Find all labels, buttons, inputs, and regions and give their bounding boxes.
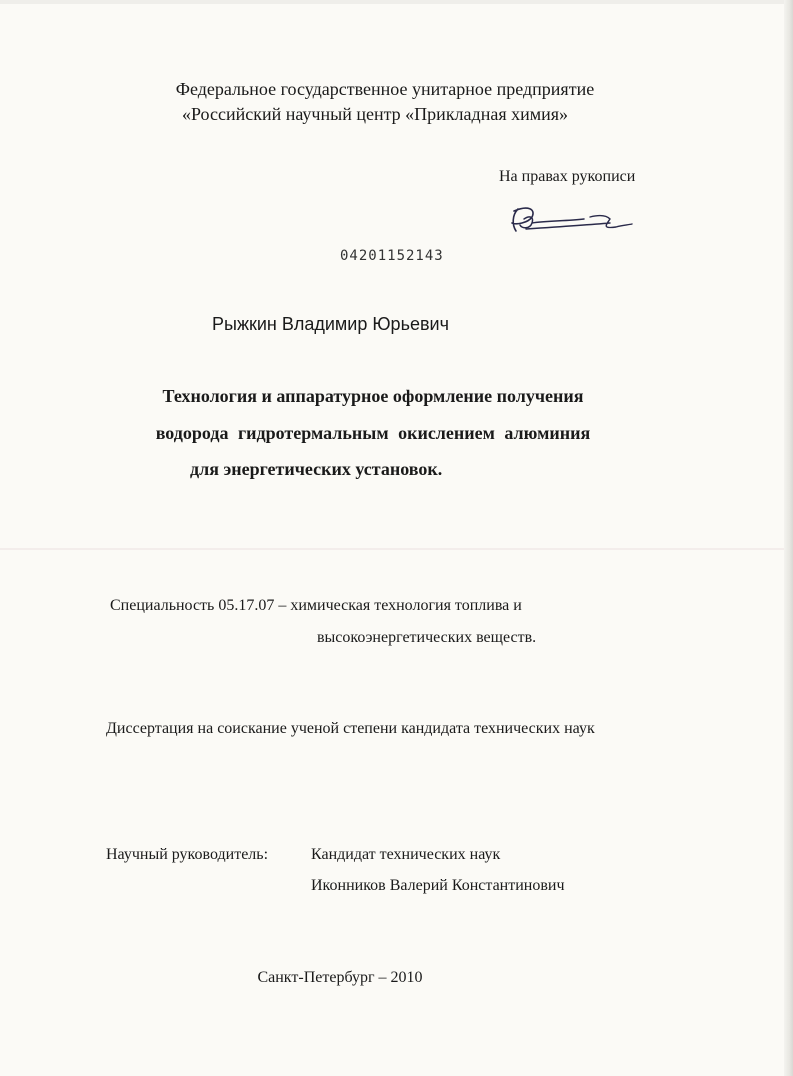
author-name: Рыжкин Владимир Юрьевич — [212, 314, 449, 334]
scan-edge-top — [0, 0, 793, 4]
title-line-1: Технология и аппаратурное оформление получения — [162, 386, 584, 406]
dissertation-note: Диссертация на соискание ученой степени кандидата технических наук — [106, 720, 595, 737]
specialty-line-2: высокоэнергетических веществ. — [317, 629, 537, 646]
place-and-year: Санкт-Петербург – 2010 — [257, 969, 423, 986]
organization-line-2: «Российский научный центр «Прикладная химия» — [181, 104, 569, 124]
rights-note: На правах рукописи — [499, 168, 636, 185]
supervisor-name: Иконников Валерий Константинович — [311, 877, 565, 894]
supervisor-degree: Кандидат технических наук — [311, 846, 501, 863]
organization-line-1: Федеральное государственное унитарное предприятие — [175, 79, 595, 99]
title-line-3: для энергетических установок. — [190, 459, 443, 479]
registration-code: 04201152143 — [340, 248, 444, 264]
specialty-line-1: Специальность 05.17.07 – химическая технология топлива и — [110, 597, 522, 614]
title-line-2: водорода гидротермальным окислением алюминия — [155, 423, 591, 443]
scan-edge-right — [784, 0, 793, 1076]
supervisor-label: Научный руководитель: — [106, 846, 269, 863]
scan-artifact-band — [0, 548, 784, 550]
handwritten-signature — [506, 203, 636, 243]
